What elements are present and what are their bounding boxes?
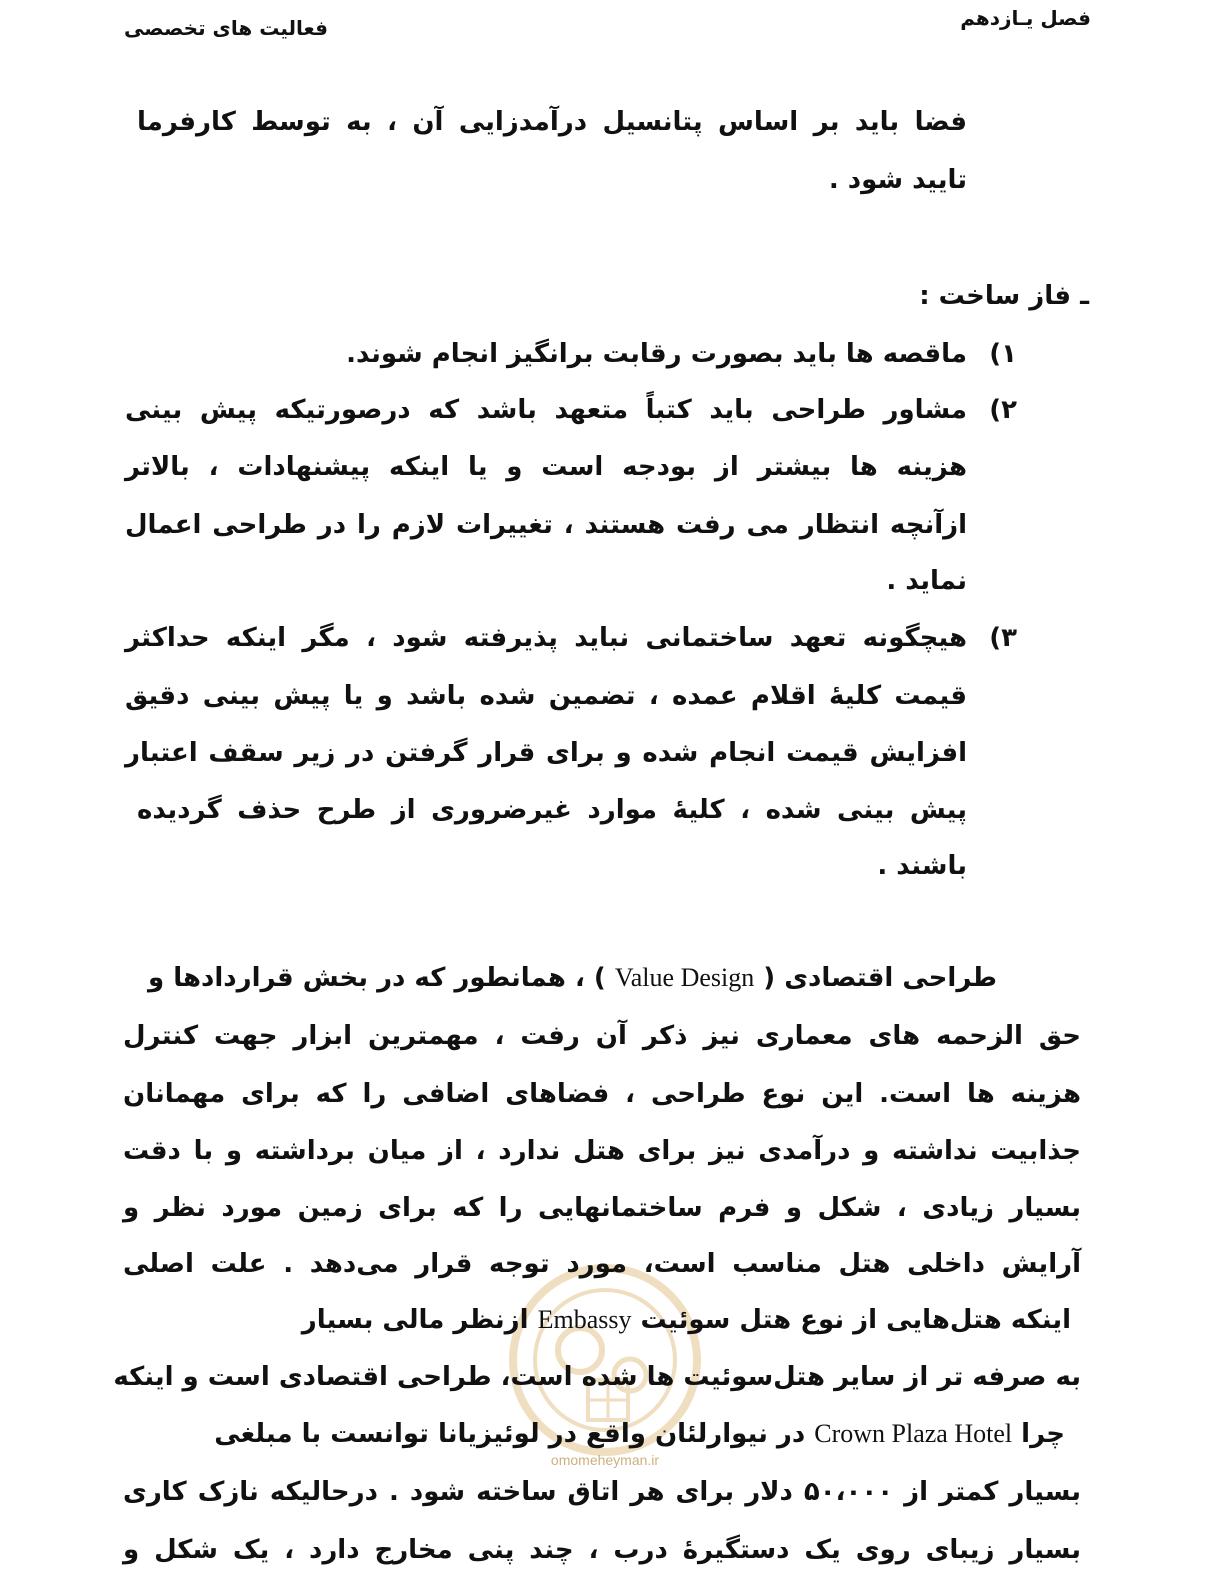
item-1-line-1: ماقصه ها باید بصورت رقابت برانگیز انجام شوند. bbox=[346, 339, 967, 369]
body-line-9-part-b: در نیوارلئان واقع در لوئیزیانا توانست با مبلغی bbox=[214, 1419, 815, 1449]
body-line-2: حق الزحمه های معماری نیز ذکر آن رفت ، مهمترین ابزار جهت کنترل bbox=[123, 1021, 1081, 1051]
watermark-text: omomeheyman.ir bbox=[550, 1452, 660, 1468]
body-line-3: هزینه ها است. این نوع طراحی ، فضاهای اضافی را که برای مهمانان bbox=[123, 1079, 1081, 1109]
body-line-7-part-a: اینکه هتل‌هایی از نوع هتل سوئیت bbox=[631, 1305, 1071, 1335]
body-line-8: به صرفه تر از سایر هتل‌سوئیت ها شده است، طراحی اقتصادی است و اینکه bbox=[113, 1362, 1081, 1392]
item-3-line-3: افزایش قیمت انجام شده و برای قرار گرفتن در زیر سقف اعتبار bbox=[125, 738, 967, 768]
body-line-7 bbox=[302, 1300, 1071, 1340]
body-line-1-part-b: ) ، همانطور که در بخش قراردادها و bbox=[148, 963, 615, 993]
intro-line-2: تایید شود . bbox=[828, 165, 967, 195]
item-2-line-3: ازآنچه انتظار می رفت هستند ، تغییرات لازم را در طراحی اعمال bbox=[125, 510, 967, 540]
item-3-line-4: پیش بینی شده ، کلیهٔ موارد غیرضروری از طرح حذف گردیده bbox=[137, 795, 967, 825]
body-line-1 bbox=[148, 958, 997, 998]
body-line-9 bbox=[214, 1414, 1065, 1454]
body-line-10: بسیار کمتر از ۵۰،۰۰۰ دلار برای هر اتاق ساخته شود . درحالیکه نازک کاری bbox=[123, 1477, 1081, 1507]
item-2-line-4: نماید . bbox=[886, 566, 967, 596]
intro-line-1: فضا باید بر اساس پتانسیل درآمدزایی آن ، به توسط کارفرما bbox=[137, 107, 967, 137]
item-3-line-5: باشند . bbox=[877, 851, 967, 881]
body-line-1-part-a: طراحی اقتصادی ( bbox=[754, 963, 997, 993]
section-header: فعالیت های تخصصی bbox=[124, 16, 328, 40]
body-line-7-latin: Embassy bbox=[537, 1305, 632, 1334]
item-2-line-1: مشاور طراحی باید کتباً متعهد باشد که درصورتیکه پیش بینی bbox=[125, 395, 967, 425]
body-line-6: آرایش داخلی هتل مناسب است، مورد توجه قرار می‌دهد . علت اصلی bbox=[123, 1249, 1081, 1279]
body-line-1-latin: Value Design bbox=[614, 963, 755, 992]
item-2-number: ۲) bbox=[989, 395, 1017, 425]
item-3-line-1: هیچگونه تعهد ساختمانی نباید پذیرفته شود ، مگر اینکه حداکثر bbox=[125, 623, 967, 653]
item-3-line-2: قیمت کلیهٔ اقلام عمده ، تضمین شده باشد و یا پیش بینی دقیق bbox=[125, 681, 967, 711]
item-2-line-2: هزینه ها بیشتر از بودجه است و یا اینکه پیشنهادات ، بالاتر bbox=[125, 452, 967, 482]
body-line-11: بسیار زیبای روی یک دستگیرهٔ درب ، چند پنی مخارج دارد ، یک شکل و bbox=[123, 1535, 1081, 1565]
body-line-9-part-a: چرا bbox=[1012, 1419, 1065, 1449]
chapter-header: فصل یـازدهم bbox=[960, 6, 1091, 30]
body-line-7-part-b: ازنظر مالی بسیار bbox=[301, 1305, 538, 1335]
body-line-5: بسیار زیادی ، شکل و فرم ساختمانهایی را که برای زمین مورد نظر و bbox=[123, 1193, 1081, 1223]
item-1-number: ۱) bbox=[989, 339, 1017, 369]
item-3-number: ۳) bbox=[989, 623, 1017, 653]
body-line-9-latin: Crown Plaza Hotel bbox=[814, 1419, 1013, 1448]
construction-heading: ـ فاز ساخت : bbox=[919, 281, 1089, 311]
body-line-4: جذابیت نداشته و درآمدی نیز برای هتل ندارد ، از میان برداشته و با دقت bbox=[123, 1136, 1081, 1166]
